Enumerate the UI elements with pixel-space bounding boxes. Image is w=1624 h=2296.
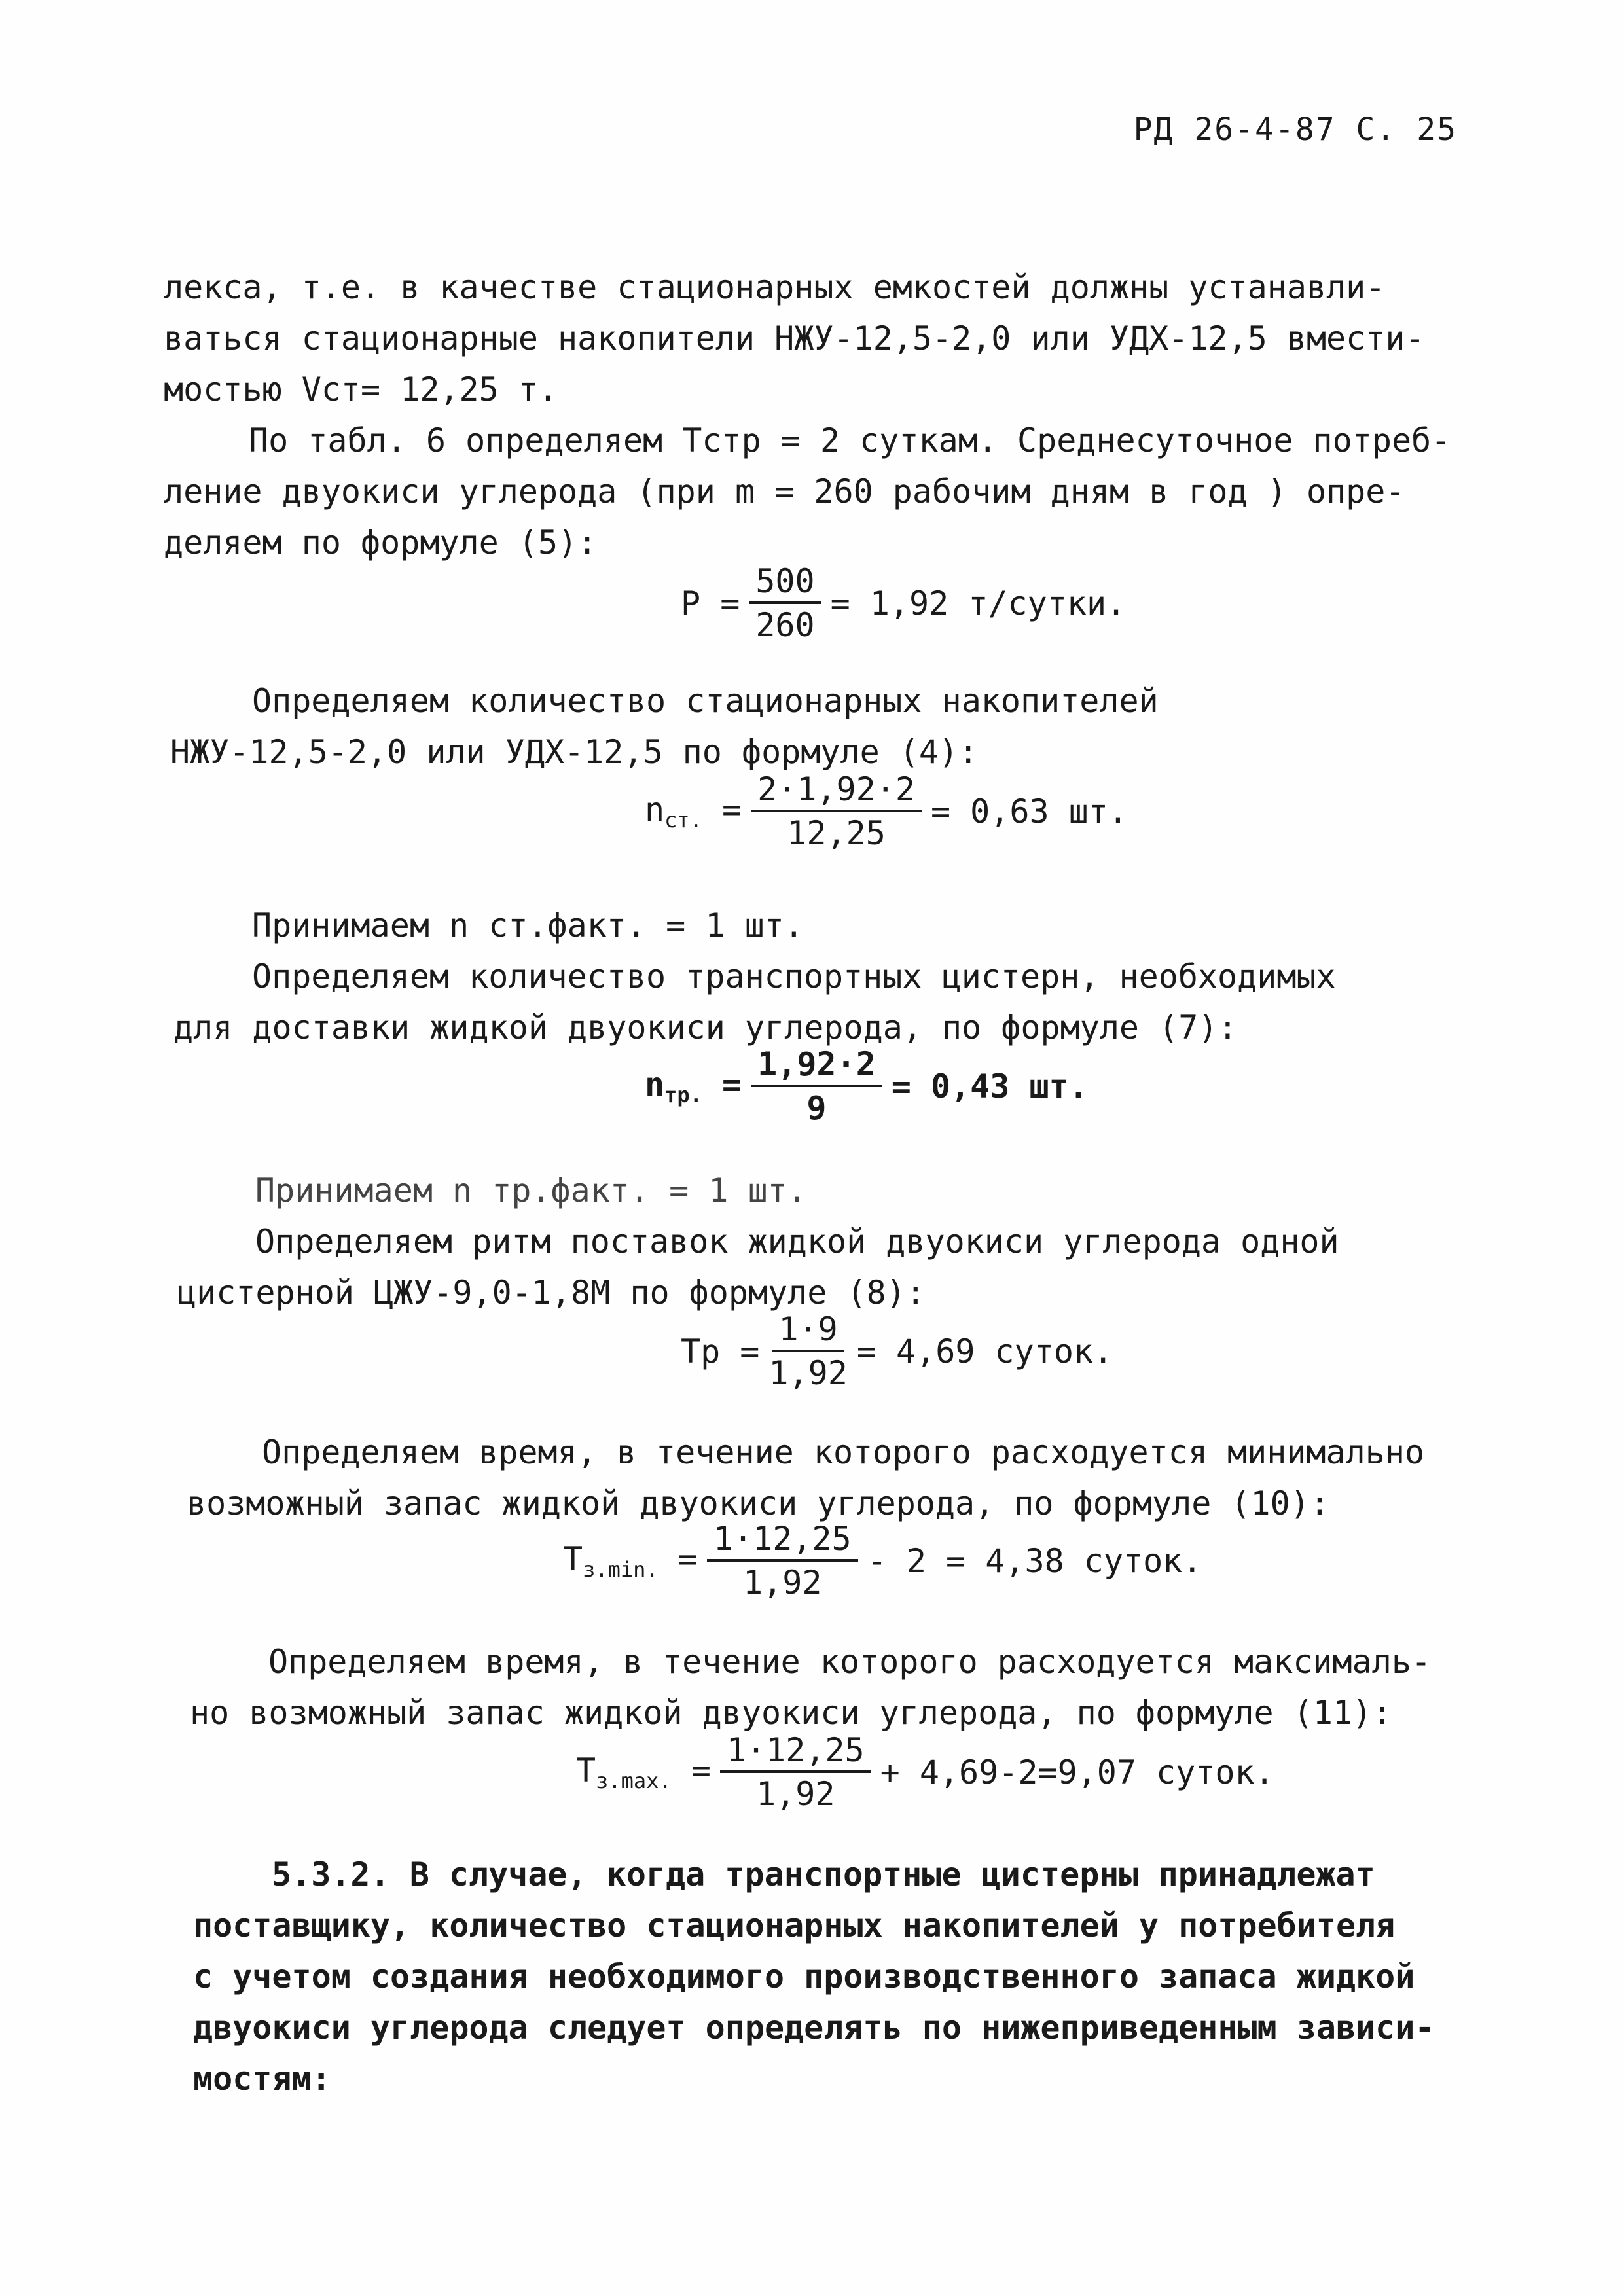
formula-5 bbox=[681, 564, 1126, 642]
numerator: 500 bbox=[749, 564, 821, 604]
paragraph-line: ваться стационарные накопители НЖУ-12,5-2,0 или УДХ-12,5 вмести- bbox=[164, 319, 1425, 357]
fraction bbox=[751, 772, 922, 850]
fraction bbox=[720, 1733, 871, 1811]
formula-lhs: P = bbox=[681, 584, 740, 622]
paragraph-line: Принимаем n ст.факт. = 1 шт. bbox=[252, 906, 804, 944]
paragraph-line: для доставки жидкой двуокиси углерода, по формуле (7): bbox=[173, 1009, 1238, 1047]
formula-7 bbox=[645, 1047, 1089, 1125]
paragraph-line: НЖУ-12,5-2,0 или УДХ-12,5 по формуле (4): bbox=[170, 733, 979, 771]
formula-rhs: + 4,69-2=9,07 суток. bbox=[880, 1753, 1274, 1791]
denominator: 1,92 bbox=[756, 1774, 835, 1813]
paragraph-line: с учетом создания необходимого производственного запаса жидкой bbox=[193, 1958, 1415, 1996]
fraction bbox=[749, 564, 821, 642]
paragraph-line: мостью Vст= 12,25 т. bbox=[164, 370, 558, 408]
formula-lhs: $Т_{з.min.}$ = bbox=[563, 1539, 698, 1582]
formula-rhs: = 0,63 шт. bbox=[930, 792, 1128, 831]
paragraph-line: лекса, т.е. в качестве стационарных емкостей должны устанавли- bbox=[164, 268, 1386, 306]
paragraph-line: цистерной ЦЖУ-9,0-1,8М по формуле (8): bbox=[177, 1274, 926, 1312]
denominator: 9 bbox=[806, 1088, 827, 1127]
fraction bbox=[751, 1047, 882, 1125]
formula-lhs: Тр = bbox=[681, 1332, 760, 1371]
paragraph-line: Принимаем n тр.факт. = 1 шт. bbox=[255, 1172, 807, 1210]
formula-8 bbox=[681, 1312, 1113, 1390]
denominator: 1,92 bbox=[768, 1354, 848, 1392]
paragraph-line: ление двуокиси углерода (при m = 260 рабочим дням в год ) опре- bbox=[164, 473, 1405, 511]
formula-rhs: = 1,92 т/сутки. bbox=[830, 584, 1127, 622]
denominator: 1,92 bbox=[743, 1563, 822, 1602]
formula-lhs: $n_{ст.}$ = bbox=[645, 790, 742, 833]
numerator: 1·9 bbox=[772, 1312, 844, 1352]
numerator: 1·12,25 bbox=[707, 1522, 858, 1562]
paragraph-line: Определяем количество стационарных накопителей bbox=[252, 682, 1159, 720]
formula-rhs: = 0,43 шт. bbox=[891, 1067, 1089, 1105]
numerator: 1,92·2 bbox=[751, 1047, 882, 1087]
paragraph-line: По табл. 6 определяем Тстр = 2 суткам. Среднесуточное потреб- bbox=[249, 422, 1451, 459]
paragraph-line: Определяем время, в течение которого расходуется максималь- bbox=[268, 1643, 1432, 1681]
paragraph-line: Определяем ритм поставок жидкой двуокиси углерода одной bbox=[255, 1223, 1339, 1261]
paragraph-line: 5.3.2. В случае, когда транспортные цистерны принадлежат bbox=[272, 1856, 1375, 1893]
formula-10 bbox=[563, 1522, 1202, 1600]
fraction bbox=[768, 1312, 847, 1390]
formula-rhs: - 2 = 4,38 суток. bbox=[867, 1541, 1202, 1580]
paragraph-line: деляем по формуле (5): bbox=[164, 524, 598, 562]
paragraph-line: но возможный запас жидкой двуокиси углерода, по формуле (11): bbox=[190, 1694, 1392, 1732]
paragraph-line: двуокиси углерода следует определять по нижеприведенным зависи- bbox=[193, 2009, 1435, 2047]
paragraph-line: Определяем количество транспортных цистерн, необходимых bbox=[252, 958, 1336, 996]
formula-lhs: $n_{тр.}$ = bbox=[645, 1065, 742, 1107]
formula-rhs: = 4,69 суток. bbox=[856, 1332, 1113, 1371]
fraction bbox=[707, 1522, 858, 1600]
denominator: 12,25 bbox=[787, 814, 886, 852]
paragraph-line: Определяем время, в течение которого расходуется минимально bbox=[262, 1433, 1425, 1471]
formula-4 bbox=[645, 772, 1128, 850]
page-header: РД 26-4-87 С. 25 bbox=[1133, 111, 1457, 148]
numerator: 1·12,25 bbox=[720, 1733, 871, 1773]
denominator: 260 bbox=[755, 605, 815, 644]
paragraph-line: мостям: bbox=[193, 2060, 331, 2098]
formula-lhs: $Т_{з.max.}$ = bbox=[576, 1751, 711, 1793]
formula-11 bbox=[576, 1733, 1274, 1811]
numerator: 2·1,92·2 bbox=[751, 772, 922, 812]
paragraph-line: возможный запас жидкой двуокиси углерода, по формуле (10): bbox=[187, 1484, 1329, 1522]
paragraph-line: поставщику, количество стационарных накопителей у потребителя bbox=[193, 1907, 1396, 1945]
